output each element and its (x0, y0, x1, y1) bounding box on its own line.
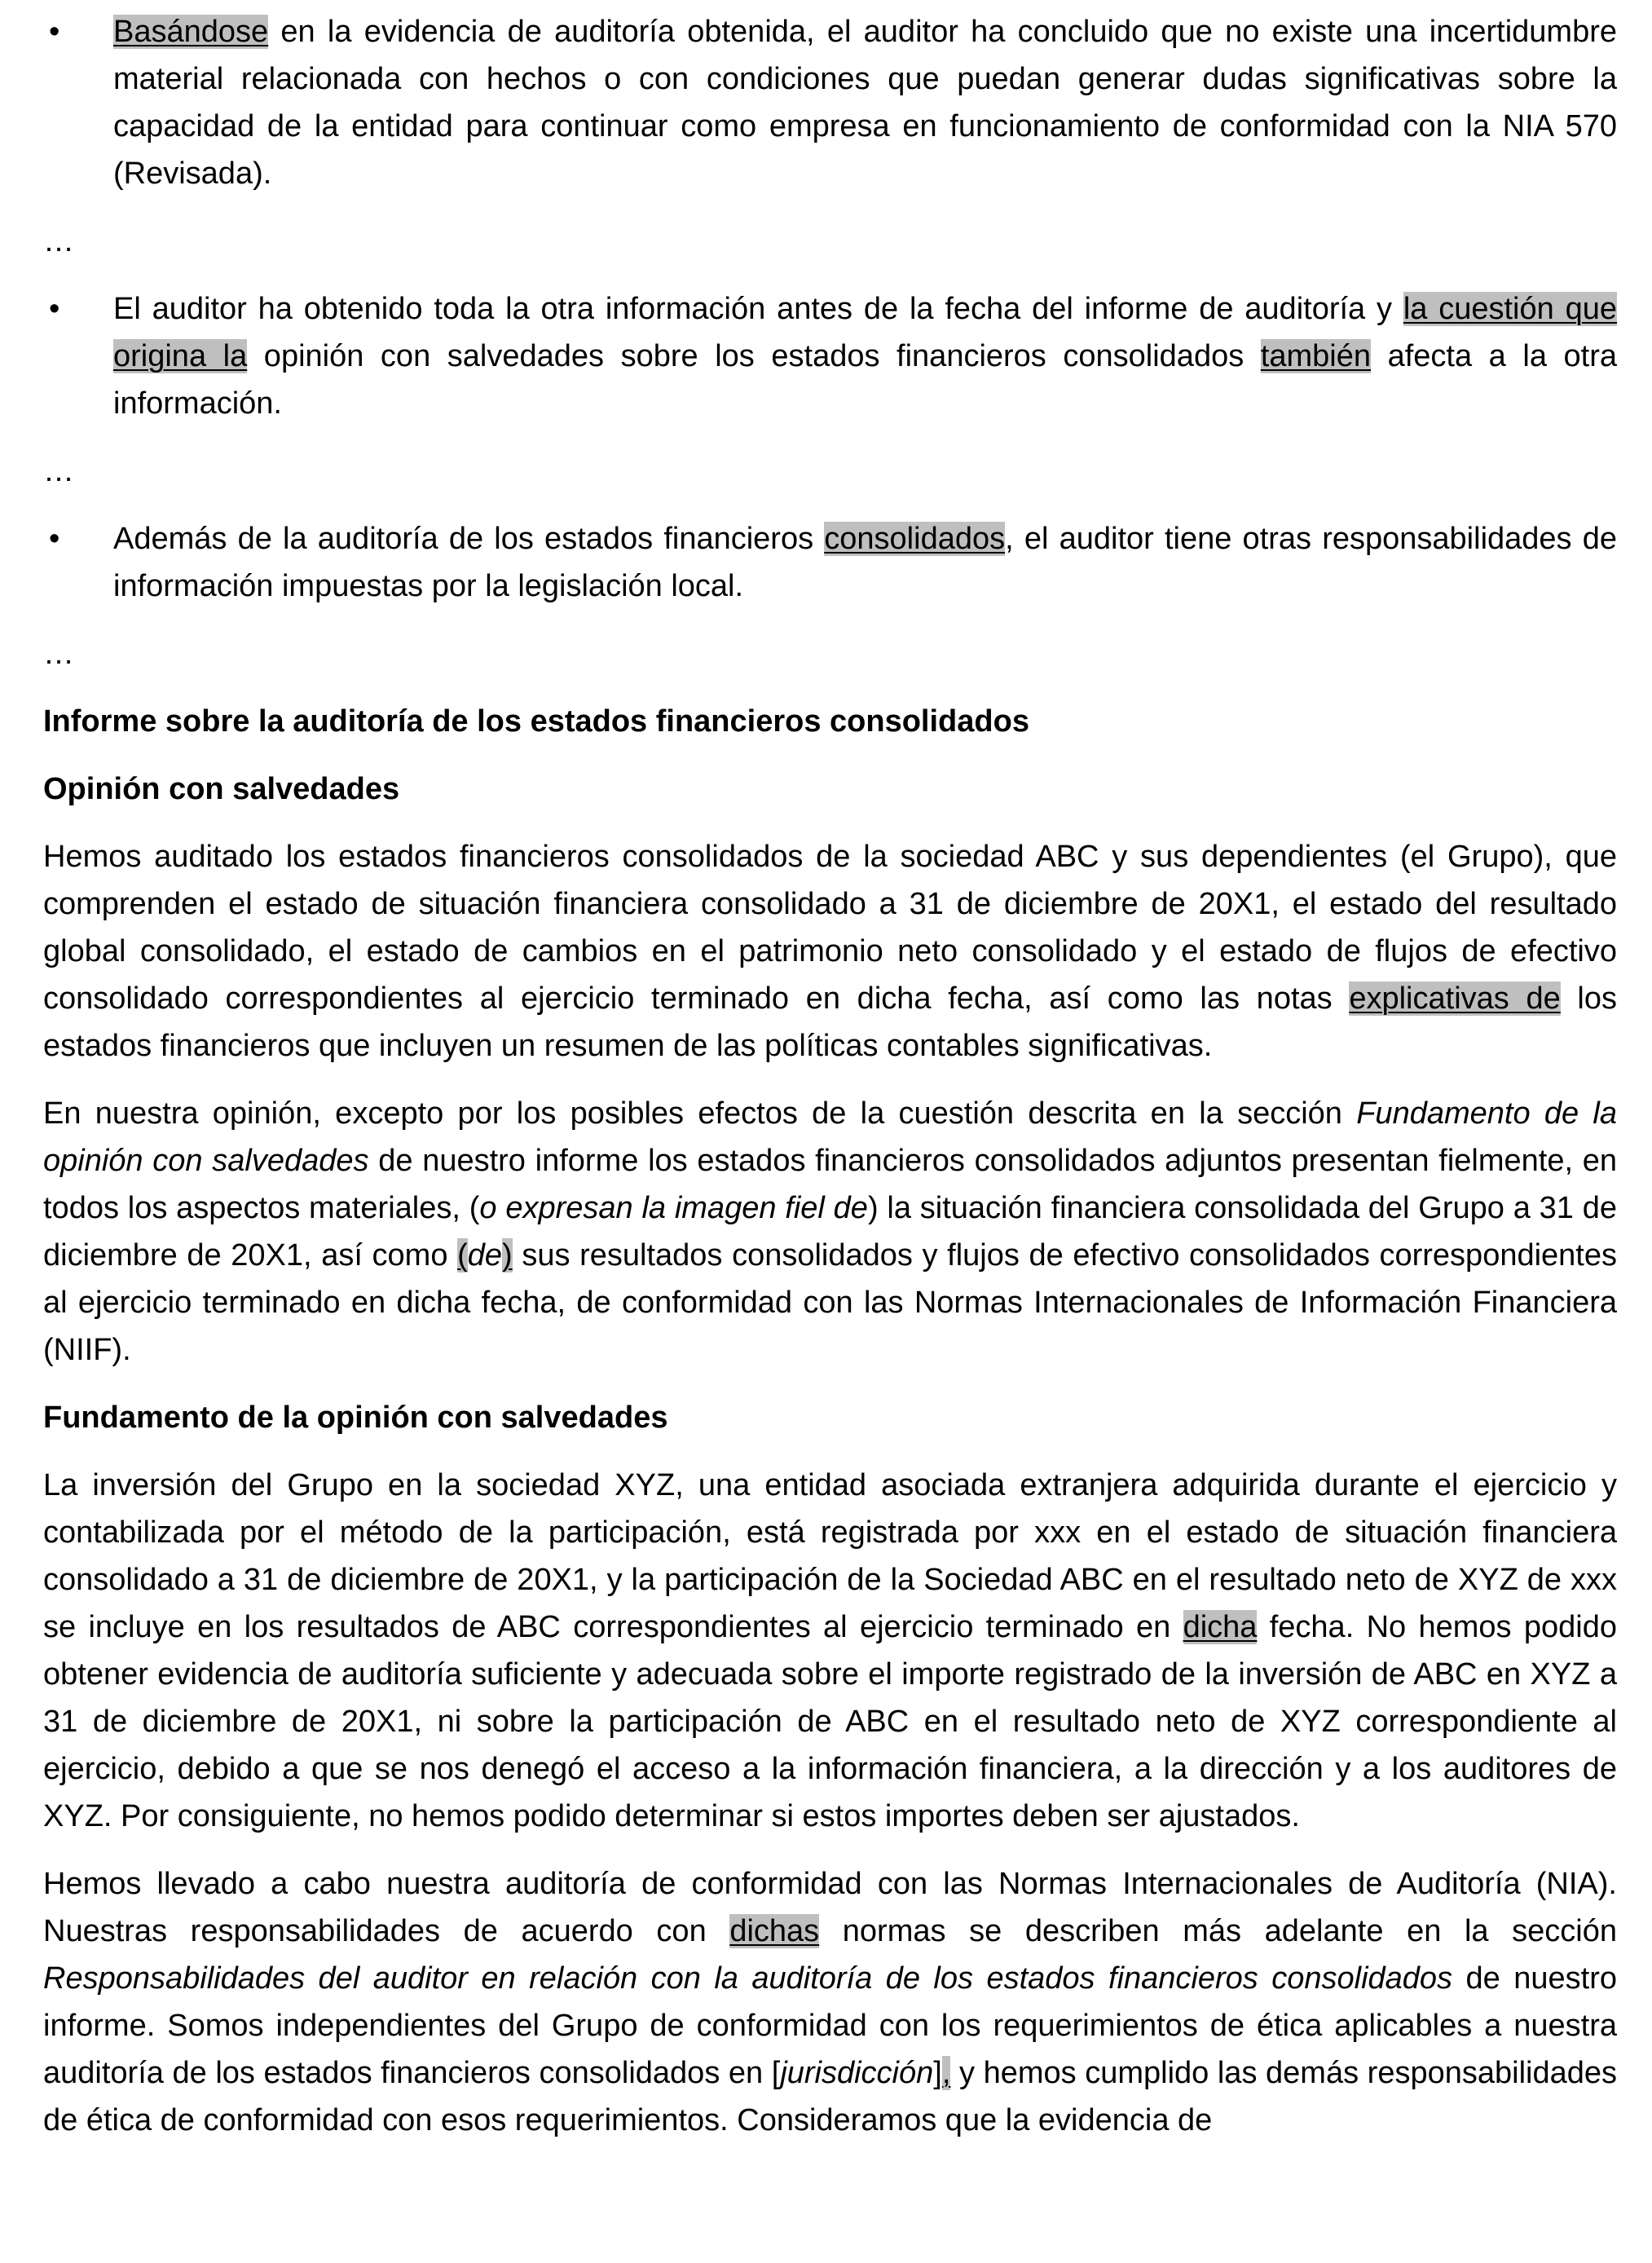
paragraph-text: ) la situación financiera consolidada del Grupo a 31 de diciembre de 20X1, así como (43, 1191, 1618, 1273)
tracked-change-highlight: ) (502, 1238, 513, 1273)
bullet-text: , el auditor tiene otras responsabilidades de información impuestas por la legislación local. (113, 522, 1617, 603)
tracked-change-highlight: ( (457, 1238, 468, 1273)
paragraph-basis-investment (43, 1462, 1617, 1840)
bullet-text: opinión con salvedades sobre los estados financieros consolidados (247, 339, 1261, 373)
italic-section-reference: Responsabilidades del auditor en relación con la auditoría de los estados financieros consolidados (43, 1961, 1453, 1996)
paragraph-text: La inversión del Grupo en la sociedad XYZ, una entidad asociada extranjera adquirida durante el ejercicio y contabilizada por el método de la participación, está registrada por xxx en el estado de situación financiera consolidado a 31 de diciembre de 20X1, y la participación de la Sociedad ABC en el resultado neto de XYZ de xxx se incluye en los resultados de ABC correspondientes al ejercicio terminado en (43, 1468, 1617, 1644)
omission-ellipsis: … (43, 454, 74, 488)
section-heading-qualified-opinion: Opinión con salvedades (43, 772, 400, 806)
bullet-item-going-concern (43, 8, 1617, 197)
omission-ellipsis: … (43, 224, 74, 258)
paragraph-text: ] (933, 2056, 942, 2090)
paragraph-text: Hemos llevado a cabo nuestra auditoría de conformidad con las Normas Internacionales de Auditoría (NIA). Nuestras responsabilidades de acuerdo con (43, 1867, 1617, 1948)
tracked-change-highlight: la cuestión que origina la (113, 292, 1617, 373)
bullet-item-other-information (43, 285, 1617, 427)
paragraph-text: de nuestro informe los estados financieros consolidados adjuntos presentan fielmente, en todos los aspectos materiales, ( (43, 1144, 1618, 1225)
bullet-marker: • (49, 292, 60, 326)
tracked-change-highlight: Basándose (113, 15, 269, 49)
bullet-text: en la evidencia de auditoría obtenida, el auditor ha concluido que no existe una incertidumbre material relacionada con hechos o con condiciones que puedan generar dudas significativas sobre la capacidad de la entidad para continuar como empresa en funcionamiento de conformidad con la NIA 570 (Revisada). (113, 15, 1617, 191)
paragraph-text: y hemos cumplido las demás responsabilidades de ética de conformidad con esos requerimientos. Consideramos que la evidencia de (43, 2056, 1617, 2137)
paragraph-text: En nuestra opinión, excepto por los posibles efectos de la cuestión descrita en la sección (43, 1096, 1357, 1131)
paragraph-text: sus resultados consolidados y flujos de efectivo consolidados correspondientes al ejercicio terminado en dicha fecha, de conformidad con las Normas Internacionales de Información Financiera (NIIF). (43, 1238, 1617, 1367)
bullet-text: afecta a la otra información. (113, 339, 1618, 421)
bullet-text: Además de la auditoría de los estados financieros (113, 522, 825, 556)
paragraph-opinion-scope (43, 833, 1617, 1070)
paragraph-text: Hemos auditado los estados financieros consolidados de la sociedad ABC y sus dependientes (el Grupo), que comprenden el estado de situación financiera consolidado a 31 de diciembre de 20X1, el estado del resultado global consolidado, el estado de cambios en el patrimonio neto consolidado y el estado de flujos de efectivo consolidado correspondientes al ejercicio terminado en dicha fecha, así como las notas (43, 840, 1617, 1016)
italic-alternative-wording: de (467, 1238, 503, 1273)
bullet-marker: • (49, 522, 60, 556)
tracked-change-highlight: dicha (1183, 1610, 1258, 1644)
tracked-change-highlight: , (941, 2056, 951, 2090)
paragraph-text: fecha. No hemos podido obtener evidencia de auditoría suficiente y adecuada sobre el importe registrado de la inversión de ABC en XYZ a 31 de diciembre de 20X1, ni sobre la participación de ABC en el resultado neto de XYZ correspondiente al ejercicio, debido a que se nos denegó el acceso a la información financiera, a la dirección y a los auditores de XYZ. Por consiguiente, no hemos podido determinar si estos importes deben ser ajustados. (43, 1610, 1617, 1833)
tracked-change-highlight: explicativas de (1349, 982, 1561, 1016)
paragraph-text: los estados financieros que incluyen un resumen de las políticas contables significativas. (43, 982, 1618, 1063)
italic-alternative-wording: o expresan la imagen fiel de (479, 1191, 868, 1225)
paragraph-basis-standards (43, 1860, 1617, 2144)
bullet-marker: • (49, 15, 60, 49)
paragraph-opinion-statement (43, 1090, 1617, 1374)
paragraph-text: normas se describen más adelante en la sección (819, 1914, 1617, 1948)
italic-placeholder-jurisdiction: jurisdicción (780, 2056, 934, 2090)
italic-section-reference: Fundamento de la opinión con salvedades (43, 1096, 1617, 1178)
bullet-text: El auditor ha obtenido toda la otra información antes de la fecha del informe de auditoría y (113, 292, 1403, 326)
omission-ellipsis: … (43, 637, 74, 671)
bullet-item-local-legislation (43, 515, 1617, 610)
tracked-change-highlight: también (1260, 339, 1371, 373)
tracked-change-highlight: consolidados (824, 522, 1006, 556)
section-heading-basis-for-opinion: Fundamento de la opinión con salvedades (43, 1401, 668, 1435)
section-heading-report: Informe sobre la auditoría de los estados financieros consolidados (43, 704, 1029, 739)
paragraph-text: de nuestro informe. Somos independientes del Grupo de conformidad con los requerimientos de ética aplicables a nuestra auditoría de los estados financieros consolidados en [ (43, 1961, 1617, 2090)
tracked-change-highlight: dichas (729, 1914, 820, 1948)
